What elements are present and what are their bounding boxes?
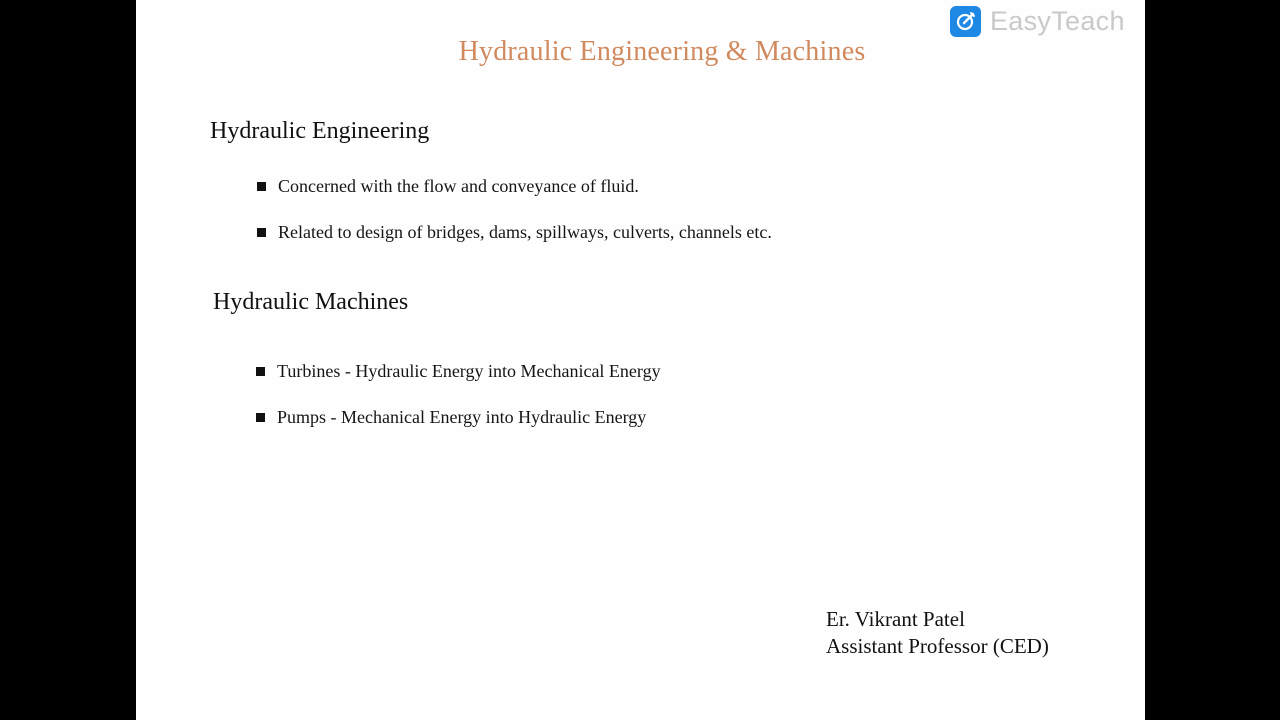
square-bullet-icon <box>257 228 266 237</box>
square-bullet-icon <box>257 182 266 191</box>
bullet-text: Related to design of bridges, dams, spillways, culverts, channels etc. <box>278 222 772 242</box>
bullet-text: Pumps - Mechanical Energy into Hydraulic Energy <box>277 407 647 427</box>
author-name: Er. Vikrant Patel <box>826 607 965 631</box>
bullet-item <box>256 361 661 382</box>
easyteach-watermark <box>950 4 1125 38</box>
author-block <box>826 606 1049 660</box>
bullet-item <box>256 407 646 428</box>
pen-circle-icon <box>950 6 981 37</box>
bullet-text: Concerned with the flow and conveyance of fluid. <box>278 176 639 196</box>
square-bullet-icon <box>256 413 265 422</box>
square-bullet-icon <box>256 367 265 376</box>
bullet-item <box>257 176 639 197</box>
bullet-text: Turbines - Hydraulic Energy into Mechanical Energy <box>277 361 661 381</box>
section-heading-hydraulic-engineering: Hydraulic Engineering <box>210 118 430 144</box>
presentation-slide <box>136 0 1145 720</box>
bullet-item <box>257 222 772 243</box>
brand-name: EasyTeach <box>990 5 1125 36</box>
author-designation: Assistant Professor (CED) <box>826 634 1049 658</box>
slide-title: Hydraulic Engineering & Machines <box>458 36 866 67</box>
section-heading-hydraulic-machines: Hydraulic Machines <box>213 289 409 315</box>
